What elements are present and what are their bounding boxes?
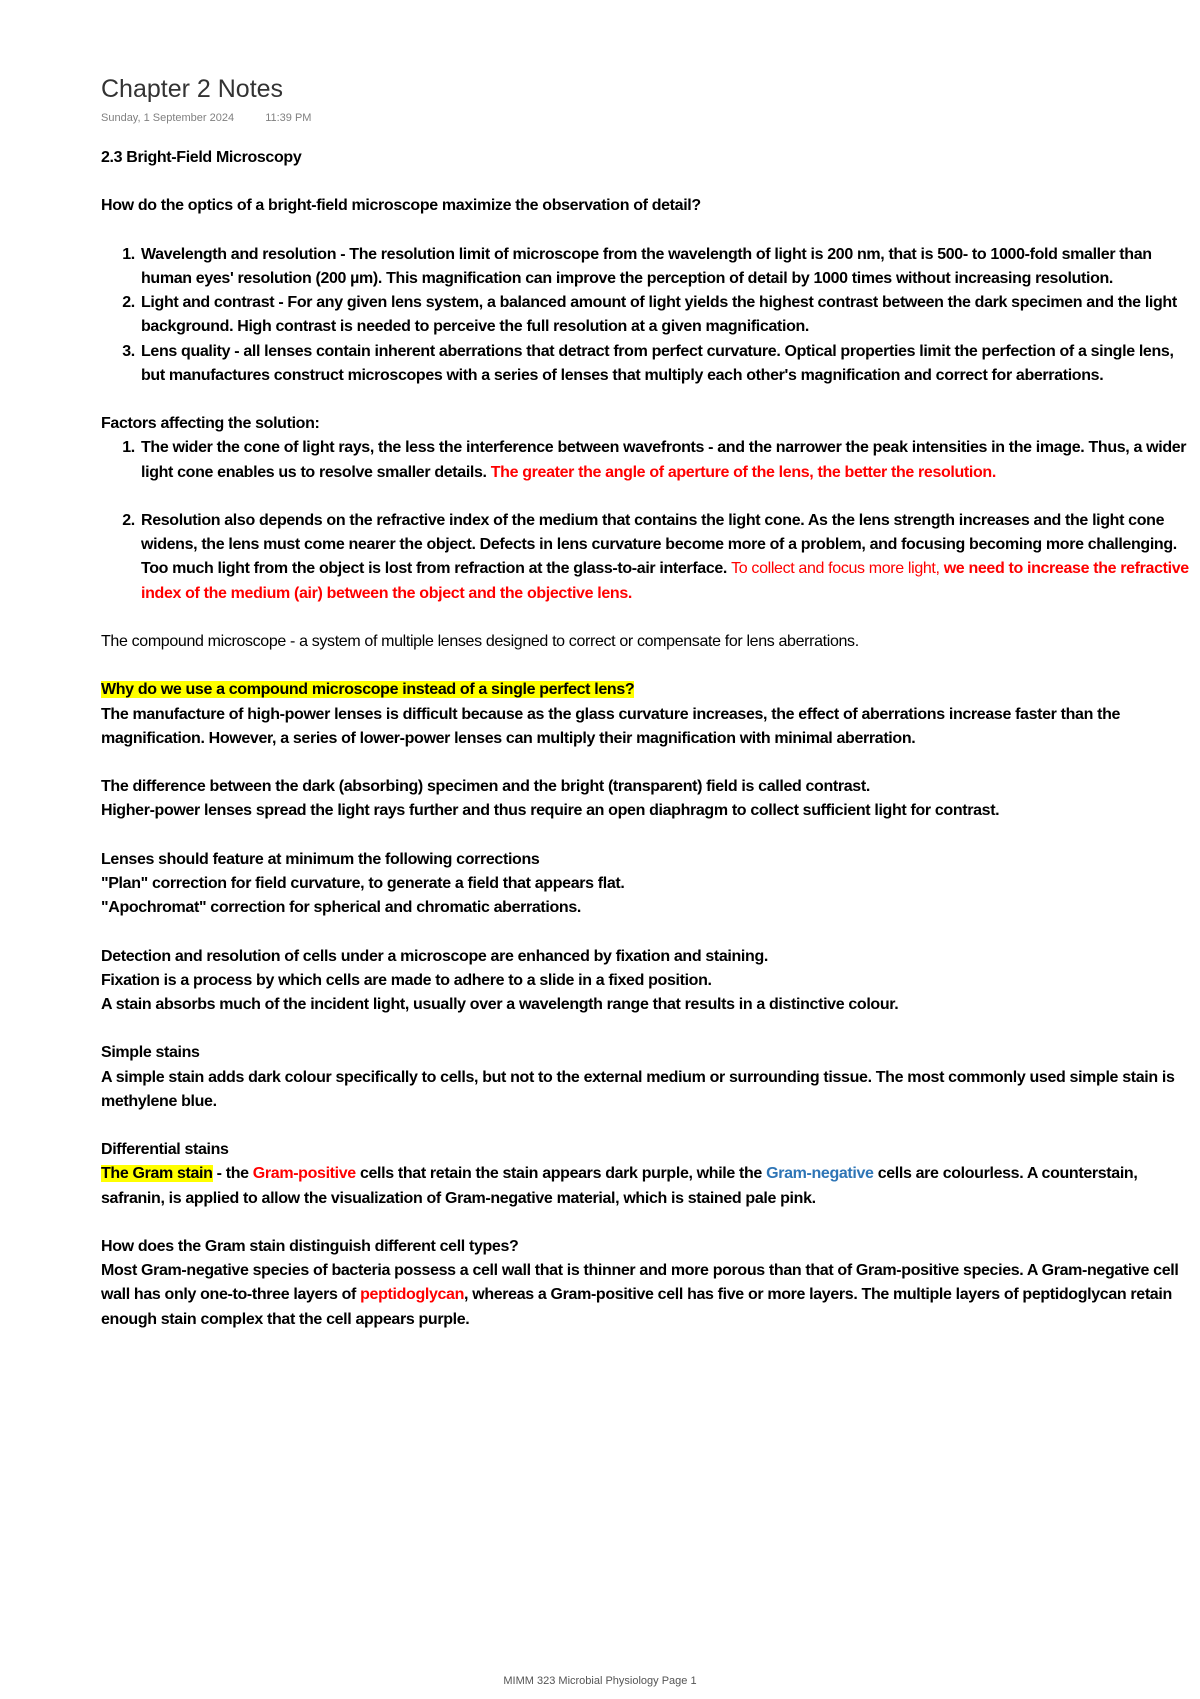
list-item: 1. Wavelength and resolution - The resolution limit of microscope from the wavelength of light is 200 nm, that is 500- to 1000-fold smaller than human eyes' resolution (200 µm). This magnification can improve the perception of detail by 1000 times without increasing resolution.	[139, 243, 1191, 291]
gram-stain-paragraph	[101, 1162, 1191, 1210]
stain-text: A stain absorbs much of the incident light, usually over a wavelength range that results in a distinctive colour.	[101, 995, 899, 1013]
note-body	[101, 146, 1191, 1332]
plan-correction: "Plan" correction for field curvature, to generate a field that appears flat.	[101, 874, 625, 892]
answer-gram	[101, 1259, 1191, 1332]
date-text: Sunday, 1 September 2024	[101, 112, 235, 124]
factor-text: Resolution also depends on the refractive index of the medium that contains the light cone. As the lens strength increases and the light cone widens, the lens must come nearer the object. Defects in lens curvature become more of a problem, and focusing becoming more challenging. Too much light from the object is lost from refraction at the glass-to-air interface.	[141, 511, 1177, 578]
answer-compound: The manufacture of high-power lenses is difficult because as the glass curvature increases, the effect of aberrations increase faster than the magnification. However, a series of lower-power lenses can multiply their magnification with minimal aberration.	[101, 705, 1121, 747]
answer-text: , whereas a Gram-positive cell has five or more layers. The multiple layers of peptidoglycan retain enough stain complex that the cell appears purple.	[101, 1286, 1172, 1328]
time-text: 11:39 PM	[265, 112, 312, 124]
page-title: Chapter 2 Notes	[101, 75, 284, 103]
emphasis-text: we need to increase the refractive index of the medium (air) between the object and the objective lens.	[141, 560, 1189, 602]
gram-text: cells are colourless. A counterstain, safranin, is applied to allow the visualization of Gram-negative material, which is stained pale pink.	[101, 1165, 1138, 1207]
section-heading: 2.3 Bright-Field Microscopy	[101, 149, 302, 166]
detection-text: Detection and resolution of cells under a microscope are enhanced by fixation and staining.	[101, 947, 768, 965]
gram-negative-term: Gram-negative	[766, 1165, 874, 1183]
page-footer: MIMM 323 Microbial Physiology Page 1	[503, 1675, 697, 1687]
question-compound	[101, 678, 1191, 702]
factors-list	[101, 436, 1191, 605]
list-item	[139, 436, 1191, 484]
contrast-definition: The difference between the dark (absorbing) specimen and the bright (transparent) field is called contrast.	[101, 778, 870, 796]
contrast-note: Higher-power lenses spread the light rays further and thus require an open diaphragm to collect sufficient light for contrast.	[101, 802, 1000, 820]
simple-stains-heading: Simple stains	[101, 1044, 200, 1062]
apochromat-correction: "Apochromat" correction for spherical and chromatic aberrations.	[101, 899, 581, 917]
optics-list	[101, 243, 1191, 388]
simple-stains-text: A simple stain adds dark colour specifically to cells, but not to the external medium or surrounding tissue. The most commonly used simple stain is methylene blue.	[101, 1068, 1175, 1110]
fixation-text: Fixation is a process by which cells are made to adhere to a slide in a fixed position.	[101, 971, 712, 989]
question-optics: How do the optics of a bright-field microscope maximize the observation of detail?	[101, 197, 701, 215]
peptidoglycan-term: peptidoglycan	[360, 1286, 465, 1304]
compound-definition: The compound microscope - a system of multiple lenses designed to correct or compensate for lens aberrations.	[101, 632, 859, 650]
emphasis-text: To collect and focus more light,	[731, 560, 944, 578]
note-page	[101, 72, 1191, 1332]
list-item: 3. Lens quality - all lenses contain inherent aberrations that detract from perfect curvature. Optical properties limit the perfection of a single lens, but manufactures construct microscopes with a series of lenses that multiply each other's magnification and correct for aberrations.	[139, 340, 1191, 388]
answer-text: Most Gram-negative species of bacteria possess a cell wall that is thinner and more porous than that of Gram-positive species. A Gram-negative cell wall has only one-to-three layers of	[101, 1262, 1179, 1304]
gram-text: - the	[212, 1165, 253, 1183]
gram-stain-label: The Gram stain	[101, 1165, 213, 1183]
factors-heading: Factors affecting the solution:	[101, 415, 320, 433]
gram-positive-term: Gram-positive	[252, 1165, 356, 1183]
emphasis-text: The greater the angle of aperture of the lens, the better the resolution.	[490, 463, 996, 481]
page-timestamp	[101, 112, 1191, 130]
list-item	[139, 509, 1191, 606]
list-item: 2. Light and contrast - For any given lens system, a balanced amount of light yields the highest contrast between the dark specimen and the light background. High contrast is needed to perceive the full resolution at a given magnification.	[139, 291, 1191, 339]
lenses-heading: Lenses should feature at minimum the following corrections	[101, 850, 540, 868]
factor-text: The wider the cone of light rays, the less the interference between wavefronts - and the narrower the peak intensities in the image. Thus, a wider light cone enables us to resolve smaller details.	[141, 439, 1187, 481]
highlighted-question: Why do we use a compound microscope instead of a single perfect lens?	[101, 681, 635, 699]
question-gram: How does the Gram stain distinguish different cell types?	[101, 1237, 519, 1255]
differential-stains-heading: Differential stains	[101, 1141, 229, 1159]
gram-text: cells that retain the stain appears dark purple, while the	[355, 1165, 767, 1183]
